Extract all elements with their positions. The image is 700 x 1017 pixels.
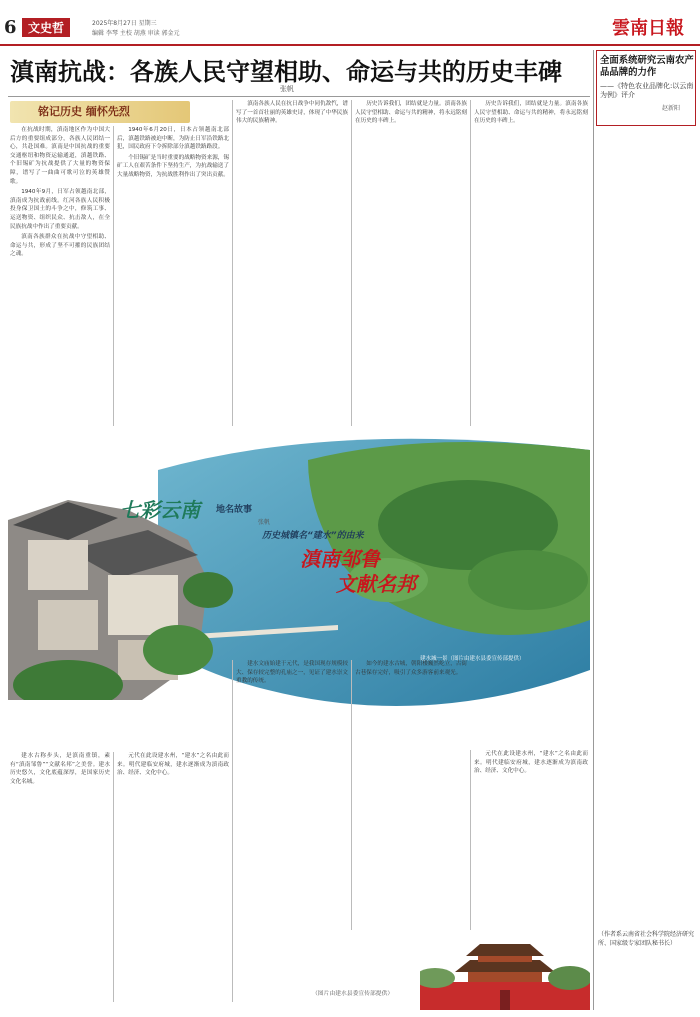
review-body — [598, 130, 694, 925]
column-rule — [113, 752, 114, 1002]
paragraph: 滇南各族群众在抗战中守望相助、命运与共，形成了坚不可摧的民族团结之魂。 — [10, 234, 110, 258]
paragraph: 1940年9月，日军占领越南北部，滇南成为抗战前线。红河各族人民积极投身保卫国土的斗争之中，修筑工事、运送物资、组织民众、抗击敌人，在全民族抗战中作出了重要贡献。 — [10, 189, 110, 230]
paragraph: 元代在此设建水州，“建水”之名由此而来。明代建临安府城，建水逐渐成为滇南政治、经济、文化中心。 — [474, 751, 588, 775]
newspaper-logo: 雲南日報 — [612, 18, 684, 39]
headline-byline: 张帆 — [280, 85, 294, 93]
feature-subtitle: 历史城镇名“建水”的由来 — [262, 531, 364, 541]
article-column-4 — [355, 100, 467, 426]
article-column-1 — [10, 126, 110, 426]
bottom-photo-caption: （图片由建水县委宣传部提供） — [312, 991, 394, 997]
column-rule — [113, 126, 114, 426]
feature-author: 张帆 — [258, 519, 271, 526]
feature-column-5 — [474, 750, 588, 930]
review-subtitle: ——《特色农业品牌化:以云南为例》评介 — [600, 82, 694, 99]
review-author-note: （作者系云南省社会科学院经济研究所、国家级专家团队秘书长） — [598, 931, 695, 947]
temple-illustration — [420, 930, 590, 1010]
main-headline: 滇南抗战：各族人民守望相助、命运与共的历史丰碑 — [10, 58, 562, 86]
column-divider — [593, 50, 594, 1010]
article-column-2 — [117, 126, 229, 426]
feature-column-1 — [10, 752, 110, 1002]
column-rule — [470, 750, 471, 930]
editor-credits: 编辑 李琴 主校 胡燕 审读 郭金元 — [92, 30, 180, 37]
paragraph: 历史告诉我们，团结就是力量。滇南各族人民守望相助、命运与共的精神，将永远铭刻在历史的丰碑上。 — [474, 101, 588, 125]
feature-column-3 — [236, 660, 348, 1002]
series-subtitle: 地名故事 — [216, 505, 253, 515]
paragraph: 滇南各族人民在抗日战争中同仇敌忾，谱写了一首首壮丽的英雄史诗，体现了中华民族伟大的民族精神。 — [236, 101, 348, 125]
review-title: 全面系统研究云南农产品品牌的力作 — [600, 55, 694, 78]
column-rule — [351, 100, 352, 426]
paragraph: 在抗战时期，滇南地区作为中国大后方的重要组成部分，各族人民团结一心，共赴国难。滇南是中国抗战的重要交通枢纽和物资运输通道，滇越铁路、个旧锡矿为抗战提供了大量的物资保障，谱写了一曲曲可歌可泣的英雄赞歌。 — [10, 127, 110, 185]
issue-date: 2025年8月27日 星期三 — [92, 20, 157, 27]
feature-title-line2: 文献名邦 — [336, 572, 416, 596]
feature-title-line1: 滇南邹鲁 — [300, 547, 380, 571]
column-rule — [470, 100, 471, 426]
feature-column-4 — [355, 660, 467, 930]
paragraph: 建水文庙始建于元代，是我国现存规模较大、保存较完整的孔庙之一，见证了建水崇文重教的传统。 — [236, 661, 348, 685]
photo-caption: 建水城一景（图片由建水县委宣传部提供） — [420, 656, 525, 662]
page-number: 6 — [4, 17, 17, 38]
series-title: 七彩云南 — [120, 498, 200, 522]
column-rule — [351, 660, 352, 930]
paragraph: 历史告诉我们，团结就是力量。滇南各族人民守望相助、命运与共的精神，将永远铭刻在历史的丰碑上。 — [355, 101, 467, 125]
review-author: 赵新阳 — [662, 105, 681, 112]
section-label: 文史哲 — [22, 18, 70, 37]
paragraph: 1940年6月20日，日本占领越南北部后，滇越铁路被迫中断，为防止日军沿铁路北犯，国民政府下令拆除部分滇越铁路路段。 — [117, 127, 229, 151]
paragraph: 如今的建水古城，朝阳楼巍然屹立，古街古巷保存完好，吸引了众多游客前来观光。 — [355, 661, 467, 676]
paragraph: 建水古称步头，是滇南重镇，素有“滇南邹鲁”“文献名邦”之美誉。建水历史悠久，文化底蕴深厚，是国家历史文化名城。 — [10, 753, 110, 785]
article-column-5 — [474, 100, 588, 426]
column-rule — [232, 660, 233, 1002]
article-column-3 — [236, 100, 348, 426]
column-rule — [232, 100, 233, 426]
headline-rule — [8, 96, 590, 97]
feature-column-2 — [117, 752, 229, 1002]
commemoration-banner: 铭记历史 缅怀先烈 — [10, 101, 190, 123]
paragraph: 元代在此设建水州，“建水”之名由此而来。明代建临安府城，建水逐渐成为滇南政治、经济、文化中心。 — [117, 753, 229, 777]
paragraph: 个旧锡矿是当时重要的战略物资来源，锡矿工人在艰苦条件下坚持生产，为抗战输送了大量战略物资，为抗战胜利作出了突出贡献。 — [117, 154, 229, 178]
